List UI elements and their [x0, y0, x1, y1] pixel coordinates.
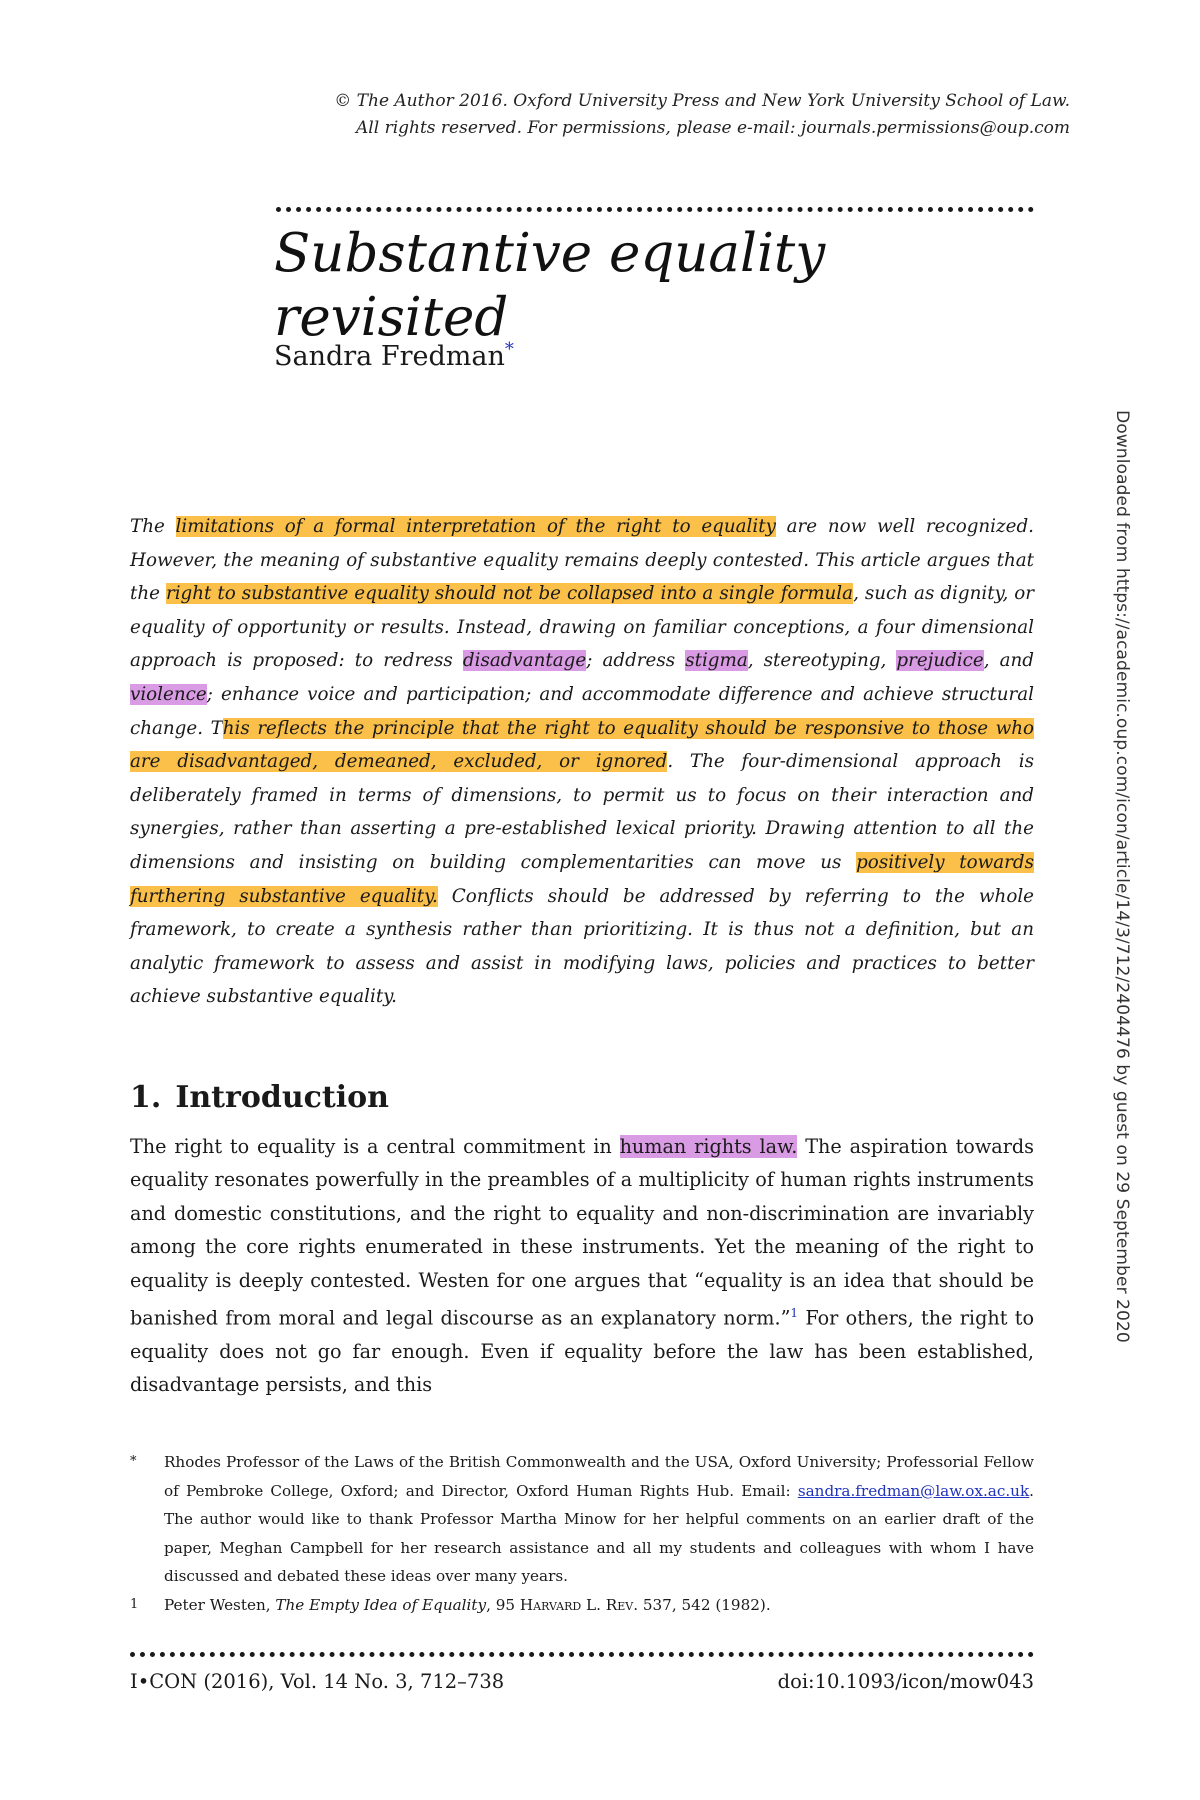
highlight-purple[interactable]: prejudice [896, 650, 984, 672]
section-heading [130, 1078, 389, 1118]
abstract-text: Conflicts should be addressed by referring to the whole framework, to create a synthesis rather than prioritizing. It is thus not a definition, but an analytic framework to assess and assist in modifying laws, policies and practices to better achieve substantive equality. [130, 885, 1034, 1008]
footnote-text-part: , 95 [486, 1595, 520, 1614]
email-link[interactable]: sandra.fredman@law.ox.ac.uk [797, 1481, 1030, 1500]
footnote-mark: 1 [130, 1596, 139, 1612]
footnote-text-part: Rhodes Professor of the Laws of the British Commonwealth and the USA, Oxford University; Professorial Fellow of Pembroke College, Oxford; and Director, Oxford Human Rights Hub. Email: [164, 1453, 1034, 1500]
highlight-orange[interactable]: right to substantive equality should not be collapsed into a single formula [165, 583, 854, 605]
footnote [130, 1591, 1034, 1620]
highlight-orange[interactable]: his reflects the principle that the right to equality should be responsive to those who are disadvantaged, demeaned, excluded, or ignored [130, 717, 1034, 773]
footnote [130, 1448, 1034, 1591]
bottom-dotted-rule [130, 1652, 1034, 1657]
author-footnote-marker[interactable]: * [504, 339, 514, 360]
author-line [274, 332, 514, 375]
footnote-mark: * [130, 1454, 137, 1469]
body-text: The right to equality is a central commitment in [130, 1135, 620, 1158]
journal-citation: I•CON (2016), Vol. 14 No. 3, 712–738 [130, 1670, 505, 1693]
abstract-text: ; address [586, 650, 686, 672]
footnote-ref-link[interactable]: 1 [790, 1306, 799, 1321]
footnotes [130, 1448, 1034, 1619]
highlight-purple[interactable]: stigma [685, 650, 748, 672]
highlight-purple[interactable]: disadvantage [462, 650, 587, 672]
copyright-notice [270, 88, 1070, 142]
footnote-text [164, 1448, 1034, 1591]
doi[interactable]: doi:10.1093/icon/mow043 [777, 1670, 1034, 1693]
highlight-purple[interactable]: human rights law. [619, 1135, 798, 1158]
abstract-text: , stereotyping, [747, 650, 897, 672]
abstract-text: , and [983, 650, 1034, 672]
download-watermark: Downloaded from https://academic.oup.com/icon/article/14/3/712/2404476 by guest on 29 September 2020 [1112, 410, 1132, 1343]
abstract-text: are now well recognized. However, the meaning of substantive equality remains deeply contested. This article argues that the [130, 516, 1034, 605]
section-number: 1. [130, 1080, 162, 1115]
footnote-text [164, 1591, 1034, 1620]
highlight-orange[interactable]: positively towards furthering substantive equality. [130, 851, 1034, 907]
footnote-text-part: Peter Westen, [164, 1595, 276, 1614]
highlight-orange[interactable]: limitations of a formal interpretation of the right to equality [175, 516, 776, 537]
author-name: Sandra Fredman [274, 341, 505, 372]
highlight-purple[interactable]: violence [130, 683, 207, 705]
article-title: Substantive equality revisited [274, 223, 826, 348]
footnote-journal: Harvard L. Rev. [519, 1595, 639, 1614]
body-text: The aspiration towards equality resonates powerfully in the preambles of a multiplicity of human rights instruments and domestic constitutions, and the right to equality and non-discrimination are invariably among the core rights enumerated in these instruments. Yet the meaning of the right to equality is deeply contested. Westen for one argues that “equality is an idea that should be banished from moral and legal discourse as an explanatory norm.” [130, 1135, 1034, 1330]
abstract-text: The [130, 516, 176, 537]
footnote-text-part: . The author would like to thank Professor Martha Minow for her helpful comments on an earlier draft of the paper, Meghan Campbell for her research assistance and all my students and colleagues with whom I have discussed and debated these ideas over many years. [164, 1481, 1034, 1585]
footnote-book-title: The Empty Idea of Equality [275, 1595, 487, 1614]
copyright-line-1: © The Author 2016. Oxford University Press and New York University School of Law. [334, 91, 1070, 111]
abstract-text: , such as dignity, or equality of opportunity or results. Instead, drawing on familiar conceptions, a four dimensional approach is proposed: to redress [130, 583, 1034, 672]
abstract-text: ; enhance voice and participation; and accommodate difference and achieve structural change. T [130, 683, 1034, 739]
section-title: Introduction [175, 1080, 389, 1115]
body-paragraph [130, 1130, 1034, 1402]
abstract-text: . The four-dimensional approach is deliberately framed in terms of dimensions, to permit us to focus on their interaction and synergies, rather than asserting a pre-established lexical priority. Drawing attention to all the dimensions and insisting on building complementarities can move us [130, 751, 1034, 873]
abstract [130, 510, 1034, 1014]
footnote-text-part: 537, 542 (1982). [638, 1595, 771, 1614]
copyright-line-2: All rights reserved. For permissions, please e-mail: journals.permissions@oup.com [356, 118, 1070, 138]
top-dotted-rule [276, 207, 1034, 212]
body-text: For others, the right to equality does not go far enough. Even if equality before the law has been established, disadvantage persists, and this [130, 1306, 1034, 1397]
